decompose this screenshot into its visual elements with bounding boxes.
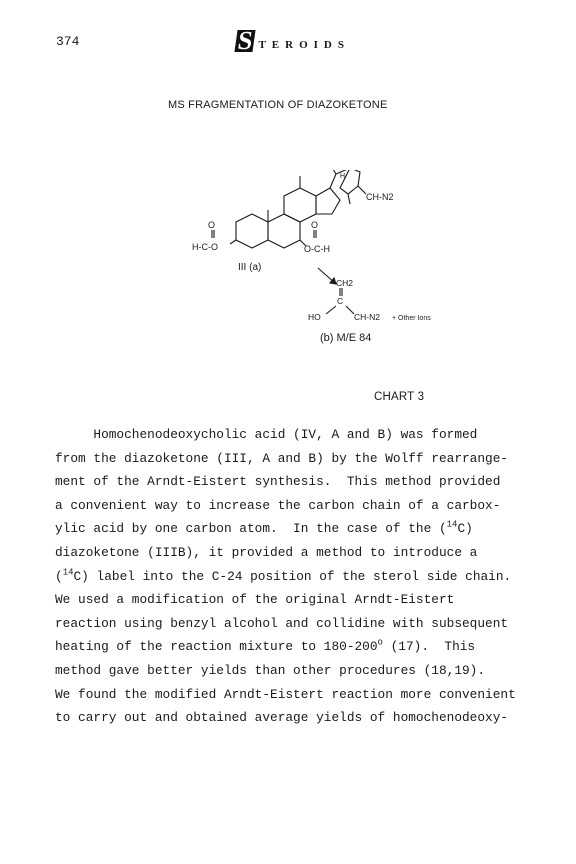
body-line-6: diazoketone (IIIB), it provided a method to introduce a (55, 544, 478, 560)
ring-a (236, 214, 268, 248)
body-line-10-text: heating of the reaction mixture to 180-200 (55, 639, 378, 655)
body-line-1: Homochenodeoxycholic acid (IV, A and B) was formed (55, 427, 478, 442)
body-line-8: We used a modification of the original Arndt-Eistert (55, 592, 455, 608)
body-line-3: ment of the Arndt-Eistert synthesis. This method provided (55, 474, 501, 490)
page-number: 374 (56, 34, 80, 49)
body-line-12: We found the modified Arndt-Eistert reaction more convenient (55, 686, 516, 702)
group-ch-n2: CH-N2 (366, 192, 394, 202)
steroid-structure-diagram (190, 170, 470, 360)
ring-c (284, 188, 316, 222)
body-line-10 (55, 635, 555, 659)
journal-logo-initial: S (236, 26, 255, 55)
body-line-2: from the diazoketone (III, A and B) by the Wolff rearrange- (55, 450, 509, 466)
degree-superscript: o (377, 638, 383, 649)
figure-title: MS FRAGMENTATION OF DIAZOKETONE (168, 99, 388, 111)
body-line-7 (55, 565, 555, 589)
body-line-9: reaction using benzyl alcohol and collidine with subsequent (55, 615, 509, 631)
body-line-7-open: ( (55, 568, 63, 584)
journal-logo-text: TEROIDS (258, 39, 350, 51)
body-line-11: method gave better yields than other procedures (18,19). (55, 662, 486, 678)
fragment-c: C (337, 296, 344, 306)
body-line-4: a convenient way to increase the carbon chain of a carbox- (55, 497, 501, 513)
formate-left-oxygen: O (208, 220, 216, 230)
body-paragraph (55, 423, 555, 730)
formate-right-och: O-C-H (304, 244, 330, 254)
fragment-chn2: CH-N2 (354, 312, 380, 322)
formate-left-hco: H-C-O (192, 242, 218, 252)
isotope-mass-superscript-2: 14 (62, 567, 74, 578)
formate-right-oxygen: O (311, 220, 319, 230)
h-atom-label: H (340, 173, 346, 180)
isotope-symbol: C) (457, 521, 473, 537)
chart-label: CHART 3 (374, 391, 425, 403)
body-line-5-text: ylic acid by one carbon atom. In the case of the ( (55, 521, 447, 537)
fragment-ch2: CH2 (336, 278, 354, 288)
body-line-7-rest: C) label into the C-24 position of the sterol side chain. (73, 568, 512, 584)
body-line-5 (55, 517, 555, 541)
fragment-label: (b) M/E 84 (320, 332, 372, 344)
journal-logo (236, 26, 350, 55)
ring-d (316, 188, 340, 214)
fragment-ho: HO (308, 312, 321, 322)
body-line-13: to carry out and obtained average yields of homochenodeoxy- (55, 710, 509, 726)
body-line-10-rest: (17). This (382, 639, 476, 655)
compound-label: III (a) (238, 262, 262, 273)
fragment-other-ions: + Other Ions (392, 315, 431, 322)
isotope-mass-superscript: 14 (446, 520, 458, 531)
